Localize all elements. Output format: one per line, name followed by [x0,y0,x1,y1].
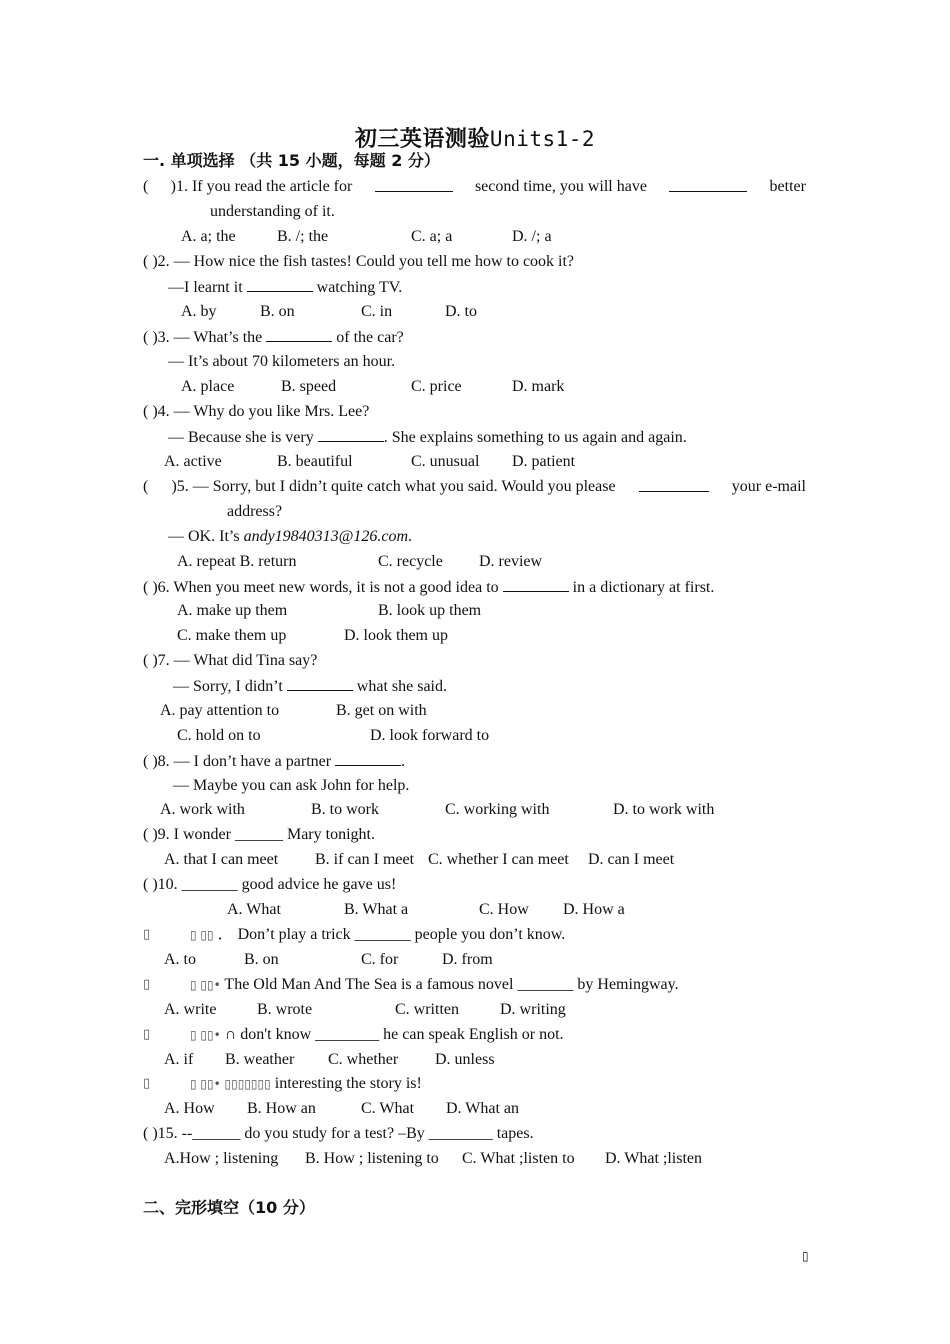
question-14 [190,1074,422,1094]
q3-answer-line: — It’s about 70 kilometers an hour. [168,353,396,370]
q4-option-b: B. beautiful [277,453,353,470]
q8-text-a: ( )8. — I don’t have a partner [143,753,332,770]
q3-text-b: of the car? [336,329,404,346]
q13-option-c: C. whether [328,1051,399,1068]
question-1 [143,177,806,197]
q9-option-d: D. can I meet [588,851,675,868]
q7-blank [287,676,353,691]
q5-text-d: . [408,528,413,545]
q8-option-d: D. to work with [613,801,715,818]
q6-option-a: A. make up them [177,602,288,619]
q2-option-c: C. in [361,303,393,320]
q7-answer-line [173,676,447,697]
q3-blank [266,327,332,342]
q13-text: ∩ don't know ________ he can speak English or not. [220,1026,564,1043]
q5-option-d: D. review [479,553,543,570]
q6-text-a: ( )6. When you meet new words, it is not a good idea to [143,579,499,596]
q14-option-c: C. What [361,1100,415,1117]
q9-option-c: C. whether I can meet [428,851,569,868]
q2-option-b: B. on [260,303,295,320]
q5-text-a: )5. — Sorry, but I didn’t quite catch what you said. Would you please [171,478,616,495]
q7-option-c: C. hold on to [177,727,261,744]
q1-blank-2 [669,177,747,192]
q5-answer-line [168,527,412,547]
q13-option-a: A. if [164,1051,194,1068]
title-units: Units1-2 [489,127,596,151]
q1-option-b: B. /; the [277,228,329,245]
q4-text-a: — Because she is very [168,429,314,446]
q2-text-b: watching TV. [316,279,403,296]
q8-option-c: C. working with [445,801,550,818]
q5-blank [639,477,709,492]
q3-option-d: D. mark [512,378,565,395]
q11-option-c: C. for [361,951,399,968]
q7-text-b: what she said. [356,678,447,695]
question-12 [190,975,679,995]
question-15: ( )15. --______ do you study for a test? –By ________ tapes. [143,1125,534,1142]
q11-option-a: A. to [164,951,196,968]
q12-number-glyph-icon: ▯ ▯▯• [190,978,221,992]
q10-option-b: B. What a [344,901,409,918]
q1-blank-1 [375,177,453,192]
q6-option-b: B. look up them [378,602,482,619]
q5-continuation: address? [227,503,283,520]
q5-text-b: your e-mail [731,478,806,495]
question-7: ( )7. — What did Tina say? [143,652,318,669]
question-5 [143,477,806,497]
q3-text-a: ( )3. — What’s the [143,329,263,346]
q4-option-c: C. unusual [411,453,480,470]
q14-option-a: A. How [164,1100,215,1117]
page-number-glyph-icon: ▯ [802,1249,809,1263]
q4-option-d: D. patient [512,453,576,470]
q5-email: andy19840313@126.com [243,528,409,545]
question-3 [143,327,404,348]
question-2: ( )2. — How nice the fish tastes! Could you tell me how to cook it? [143,253,575,270]
q14-option-b: B. How an [247,1100,316,1117]
q11-text: ． Don’t play a trick _______ people you don’t know. [213,926,566,943]
q1-paren: ( [143,178,149,195]
q8-answer-line: — Maybe you can ask John for help. [173,777,410,794]
q6-option-c: C. make them up [177,627,287,644]
q9-option-b: B. if can I meet [315,851,415,868]
q11-number-glyph-icon: ▯ ▯▯ [190,928,214,942]
q7-option-a: A. pay attention to [160,702,280,719]
q14-option-d: D. What an [446,1100,520,1117]
q10-option-a: A. What [227,901,281,918]
q2-option-d: D. to [445,303,477,320]
question-11 [190,925,565,945]
q9-option-a: A. that I can meet [164,851,279,868]
question-13 [190,1025,564,1045]
section-heading-multiple-choice: 一. 单项选择 （共 15 小题，每题 2 分） [143,151,440,170]
q4-option-a: A. active [164,453,222,470]
q6-text-b: in a dictionary at first. [572,579,715,596]
q15-option-a: A.How ; listening [164,1150,279,1167]
title-chinese: 初三英语测验 [354,126,490,151]
page-title [0,122,950,153]
q1-text-c: better [769,178,806,195]
q3-option-a: A. place [181,378,235,395]
q8-blank [335,751,401,766]
q8-option-b: B. to work [311,801,379,818]
q6-blank [503,577,569,592]
q13-number-glyph-icon: ▯ ▯▯• [190,1028,221,1042]
q2-blank [247,277,313,292]
q12-option-d: D. writing [500,1001,566,1018]
q15-option-d: D. What ;listen [605,1150,703,1167]
q5-option-c: C. recycle [378,553,443,570]
q8-text-b: . [401,753,406,770]
q7-option-d: D. look forward to [370,727,490,744]
question-10: ( )10. _______ good advice he gave us! [143,876,397,893]
q7-text-a: — Sorry, I didn’t [173,678,283,695]
q5-paren: ( [143,478,149,495]
q8-option-a: A. work with [160,801,245,818]
q12-option-b: B. wrote [257,1001,313,1018]
q4-answer-line [168,427,687,448]
q1-option-c: C. a; a [411,228,453,245]
q15-option-c: C. What ;listen to [462,1150,575,1167]
q13-option-d: D. unless [435,1051,495,1068]
q4-blank [318,427,384,442]
q14-broken-glyph-icon: ▯ [143,1076,151,1091]
q1-option-a: A. a; the [181,228,236,245]
q12-broken-glyph-icon: ▯ [143,977,151,992]
section-heading-cloze: 二、完形填空（10 分） [143,1198,315,1217]
q11-option-b: B. on [244,951,279,968]
q12-text: The Old Man And The Sea is a famous novel _______ by Hemingway. [220,976,679,993]
q12-option-a: A. write [164,1001,217,1018]
q1-continuation: understanding of it. [210,203,335,220]
q2-option-a: A. by [181,303,217,320]
q15-option-b: B. How ; listening to [305,1150,439,1167]
q3-option-b: B. speed [281,378,337,395]
q2-text-a: —I learnt it [168,279,243,296]
q4-text-b: . She explains something to us again and again. [383,429,687,446]
question-8 [143,751,405,772]
q10-option-d: D. How a [563,901,625,918]
q5-option-ab: A. repeat B. return [177,553,297,570]
q10-option-c: C. How [479,901,529,918]
q13-option-b: B. weather [225,1051,295,1068]
q6-option-d: D. look them up [344,627,448,644]
question-4: ( )4. — Why do you like Mrs. Lee? [143,403,370,420]
q1-option-d: D. /; a [512,228,552,245]
q14-text: interesting the story is! [270,1075,422,1092]
q1-text-a: )1. If you read the article for [170,178,353,195]
question-9: ( )9. I wonder ______ Mary tonight. [143,826,375,843]
q3-option-c: C. price [411,378,462,395]
q7-option-b: B. get on with [336,702,427,719]
q11-option-d: D. from [442,951,493,968]
q2-answer-line [168,277,402,298]
q11-broken-glyph-icon: ▯ [143,927,151,942]
q5-text-c: — OK. It’s [168,528,244,545]
question-6 [143,577,714,598]
q13-broken-glyph-icon: ▯ [143,1027,151,1042]
q12-option-c: C. written [395,1001,459,1018]
q1-text-b: second time, you will have [474,178,647,195]
q14-number-glyph-icon: ▯ ▯▯• ▯▯▯▯▯▯▯ [190,1077,271,1091]
